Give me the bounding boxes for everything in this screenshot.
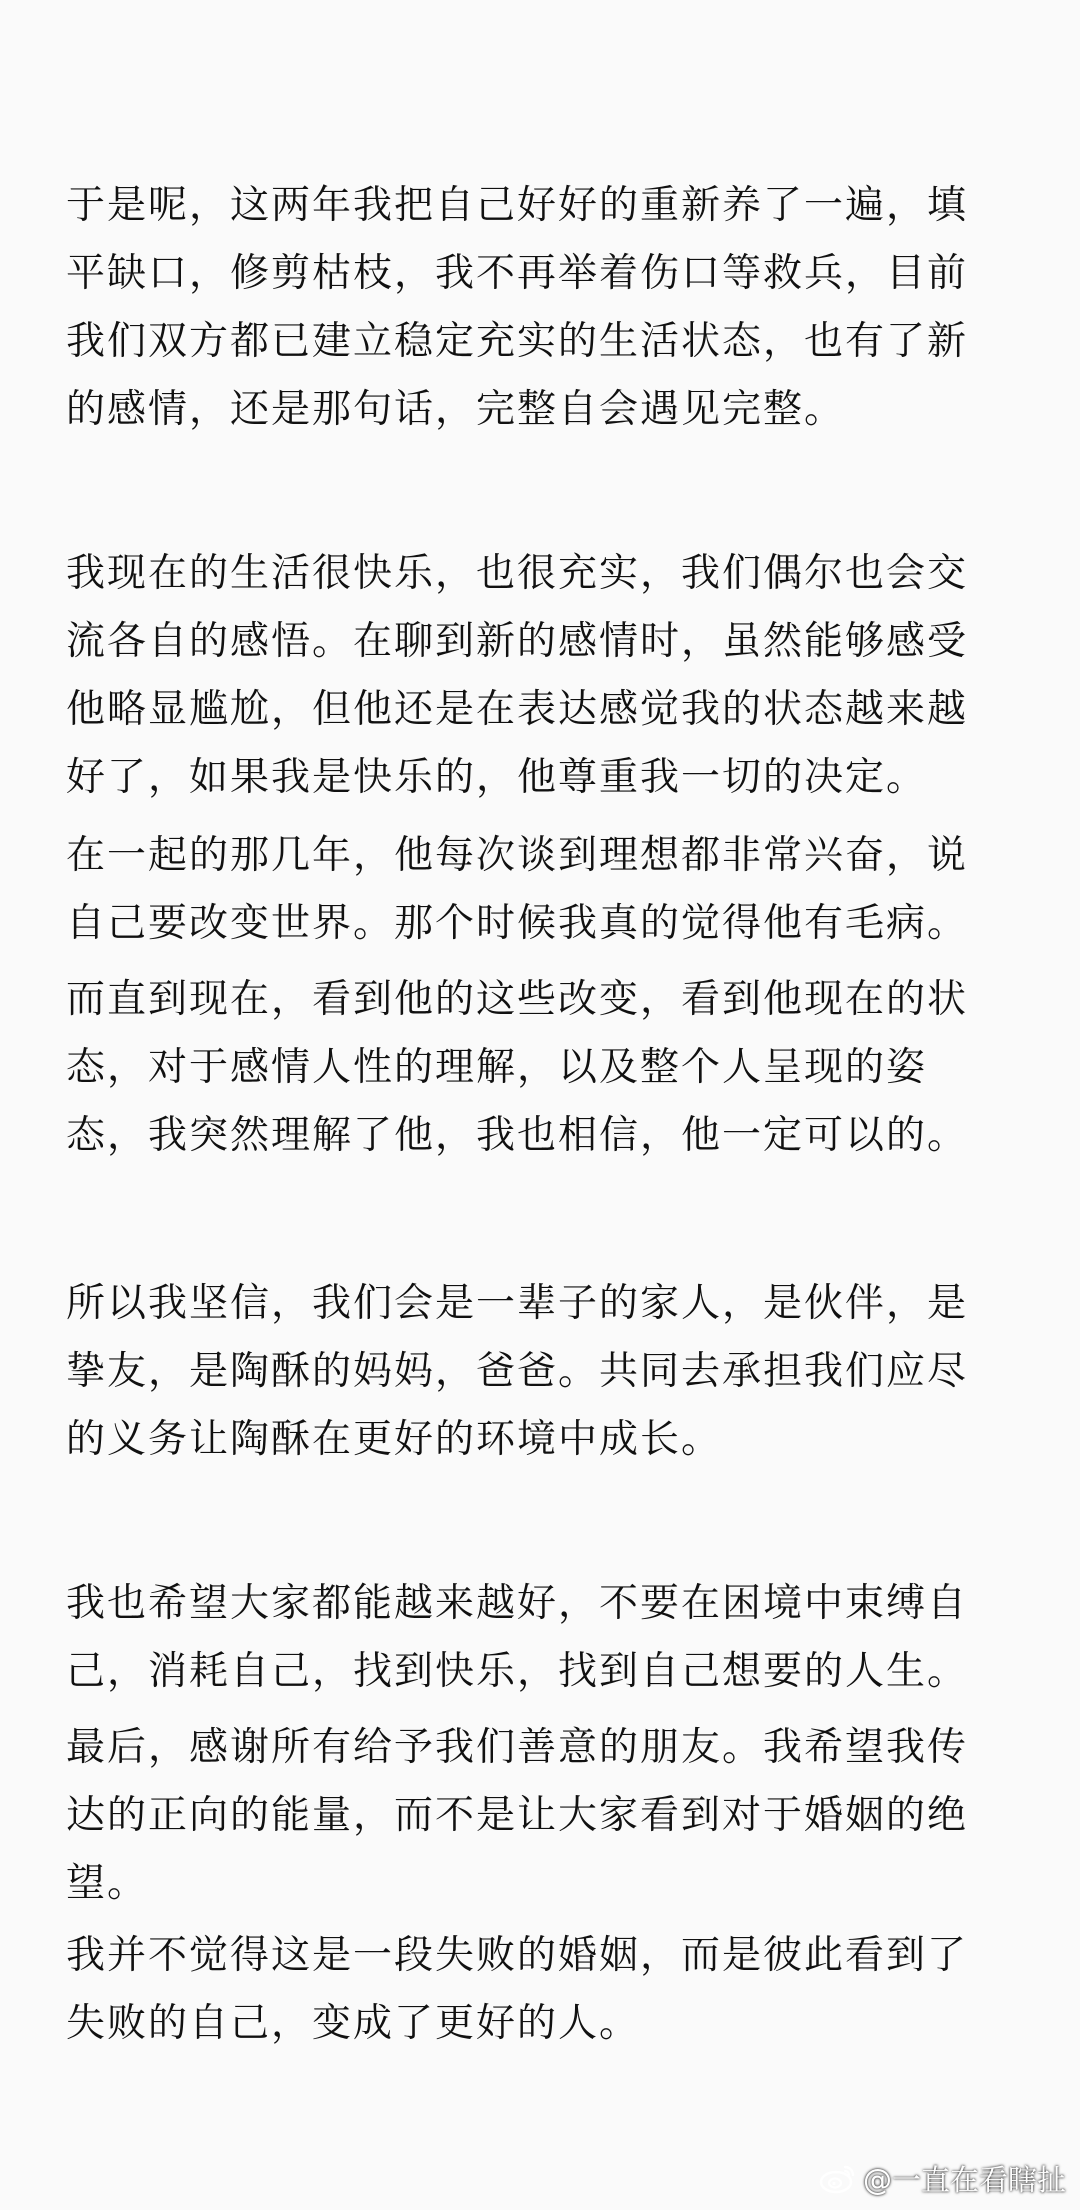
text-line: 己，消耗自己，找到快乐，找到自己想要的人生。: [66, 1649, 969, 1694]
text-line: 失败的自己，变成了更好的人。: [66, 2001, 641, 2046]
paragraph-2: [66, 540, 1026, 812]
text-line: 挚友，是陶酥的妈妈，爸爸。共同去承担我们应尽: [66, 1349, 969, 1394]
text-line: 最后，感谢所有给予我们善意的朋友。我希望我传: [66, 1725, 969, 1770]
text-line: 我们双方都已建立稳定充实的生活状态，也有了新: [66, 319, 969, 364]
text-line: 流各自的感悟。在聊到新的感情时，虽然能够感受: [66, 619, 969, 664]
text-line: 自己要改变世界。那个时候我真的觉得他有毛病。: [66, 901, 969, 946]
text-line: 态，对于感情人性的理解，以及整个人呈现的姿: [66, 1045, 928, 1090]
text-line: 在一起的那几年，他每次谈到理想都非常兴奋，说: [66, 833, 969, 878]
text-line: 态，我突然理解了他，我也相信，他一定可以的。: [66, 1113, 969, 1158]
text-line: 他略显尴尬，但他还是在表达感觉我的状态越来越: [66, 687, 969, 732]
text-line: 于是呢，这两年我把自己好好的重新养了一遍，填: [66, 183, 969, 228]
text-line: 我也希望大家都能越来越好，不要在困境中束缚自: [66, 1581, 969, 1626]
text-line: 平缺口，修剪枯枝，我不再举着伤口等救兵，目前: [66, 251, 969, 296]
paragraph-4: [66, 966, 1026, 1170]
text-line: 我并不觉得这是一段失败的婚姻，而是彼此看到了: [66, 1933, 969, 1978]
text-line: 好了，如果我是快乐的，他尊重我一切的决定。: [66, 755, 928, 800]
text-line: 而直到现在，看到他的这些改变，看到他现在的状: [66, 977, 969, 1022]
weibo-watermark: [819, 2158, 1066, 2198]
watermark-text: @一直在看瞎扯: [862, 2162, 1066, 2197]
paragraph-7: [66, 1714, 1026, 1918]
text-line: 达的正向的能量，而不是让大家看到对于婚姻的绝: [66, 1793, 969, 1838]
paragraph-3: [66, 822, 1026, 958]
paragraph-1: [66, 172, 1026, 444]
paragraph-8: [66, 1922, 1026, 2058]
text-line: 的感情，还是那句话，完整自会遇见完整。: [66, 387, 846, 432]
text-line: 的义务让陶酥在更好的环境中成长。: [66, 1417, 723, 1462]
text-line: 所以我坚信，我们会是一辈子的家人，是伙伴，是: [66, 1281, 969, 1326]
paragraph-5: [66, 1270, 1026, 1474]
paragraph-6: [66, 1570, 1026, 1706]
text-line: 望。: [66, 1861, 149, 1906]
text-line: 我现在的生活很快乐，也很充实，我们偶尔也会交: [66, 551, 969, 596]
weibo-logo-icon: [819, 2162, 857, 2194]
